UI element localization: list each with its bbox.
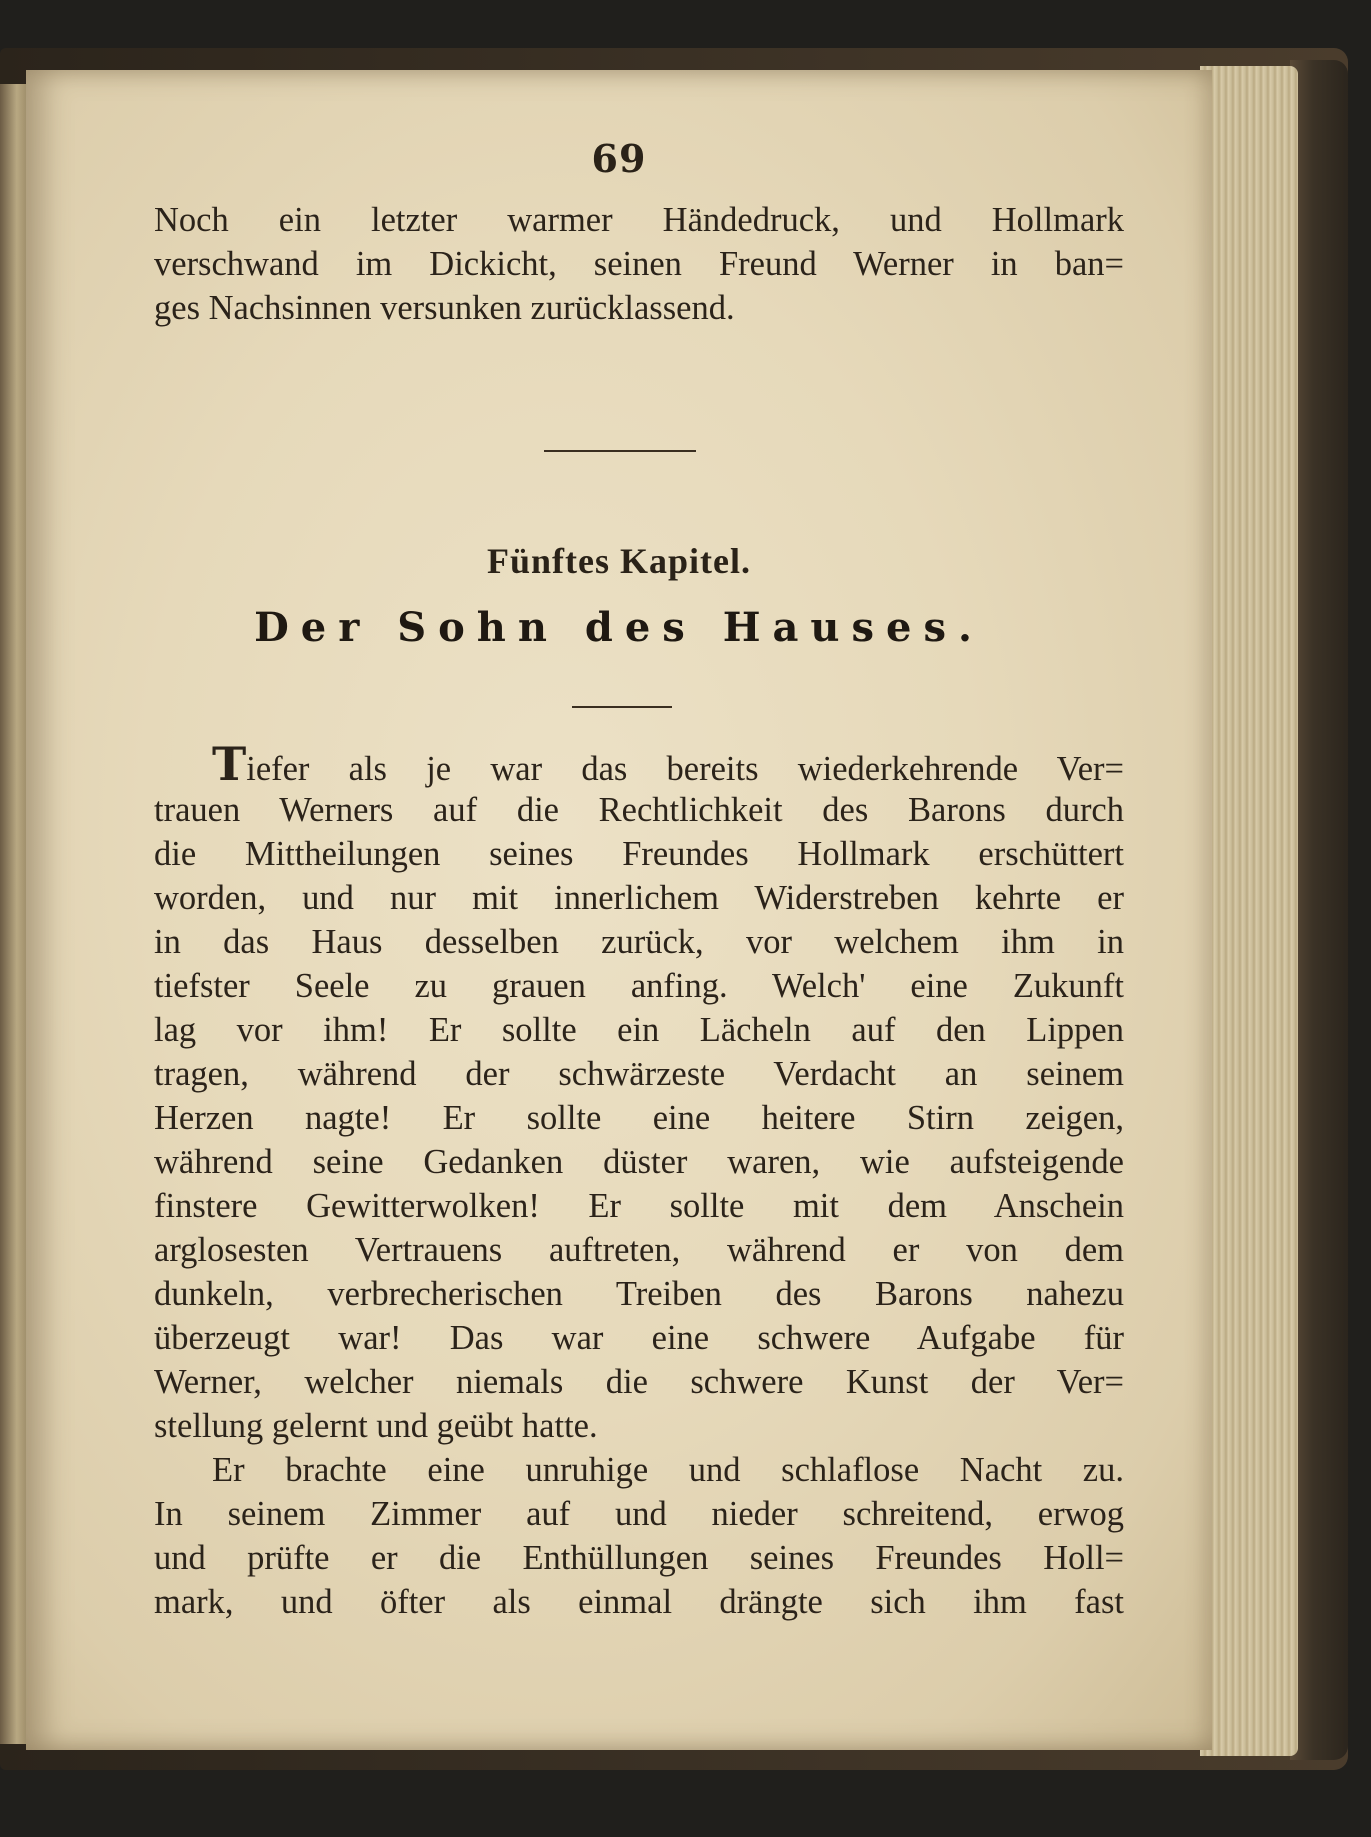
text-line: finstere Gewitterwolken! Er sollte mit dem Anschein (154, 1187, 1124, 1225)
text-line: mark, und öfter als einmal drängte sich ihm fast (154, 1583, 1124, 1621)
text-line: worden, und nur mit innerlichem Widerstreben kehrte er (154, 879, 1124, 917)
text-line: ges Nachsinnen versunken zurücklassend. (154, 289, 735, 327)
text-line: verschwand im Dickicht, seinen Freund Werner in ban= (154, 245, 1124, 283)
left-page-edge (0, 84, 28, 1744)
page-number: 69 (591, 136, 647, 181)
section-divider (544, 450, 696, 452)
chapter-number: Fünftes Kapitel. (487, 541, 751, 581)
text-line: In seinem Zimmer auf und nieder schreitend, erwog (154, 1495, 1124, 1533)
text-line: und prüfte er die Enthüllungen seines Freundes Holl= (154, 1539, 1124, 1577)
text-line: Er brachte eine unruhige und schlaflose Nacht zu. (212, 1451, 1124, 1489)
text-line: überzeugt war! Das war eine schwere Aufgabe für (154, 1319, 1124, 1357)
text-line: lag vor ihm! Er sollte ein Lächeln auf den Lippen (154, 1011, 1124, 1049)
text-line: die Mittheilungen seines Freundes Hollmark erschüttert (154, 835, 1124, 873)
paragraph-2 (154, 1448, 1124, 1624)
text-line: arglosesten Vertrauens auftreten, während er von dem (154, 1231, 1124, 1269)
text-line: während seine Gedanken düster waren, wie aufsteigende (154, 1143, 1124, 1181)
text-line-content: iefer als je war das bereits wiederkehrende Ver= (246, 750, 1124, 788)
text-line (154, 737, 1124, 791)
chapter-title: Der Sohn des Hauses. (254, 604, 984, 651)
text-line: tiefster Seele zu grauen anfing. Welch' eine Zukunft (154, 967, 1124, 1005)
text-line: Noch ein letzter warmer Händedruck, und Hollmark (154, 201, 1124, 239)
drop-cap: T (212, 737, 247, 791)
text-line: in das Haus desselben zurück, vor welchem ihm in (154, 923, 1124, 961)
text-line: trauen Werners auf die Rechtlichkeit des Barons durch (154, 791, 1124, 829)
book-cover-edge (1290, 60, 1348, 1760)
chapter-title-divider (572, 706, 672, 708)
text-line: Herzen nagte! Er sollte eine heitere Stirn zeigen, (154, 1099, 1124, 1137)
intro-paragraph (154, 198, 1124, 330)
text-line: tragen, während der schwärzeste Verdacht an seinem (154, 1055, 1124, 1093)
text-line: Werner, welcher niemals die schwere Kunst der Ver= (154, 1363, 1124, 1401)
paragraph-1 (154, 737, 1124, 1448)
text-line: dunkeln, verbrecherischen Treiben des Barons nahezu (154, 1275, 1124, 1313)
book-page (26, 70, 1212, 1750)
page-stack-edges (1200, 66, 1298, 1756)
text-line: stellung gelernt und geübt hatte. (154, 1407, 598, 1445)
